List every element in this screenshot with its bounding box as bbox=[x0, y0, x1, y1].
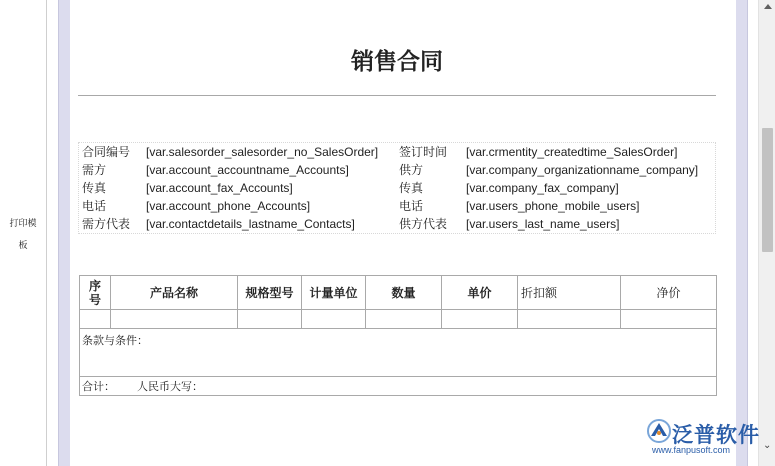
info-label: 合同编号 bbox=[82, 145, 131, 159]
header-product-name: 产品名称 bbox=[111, 276, 238, 310]
print-template-tab[interactable] bbox=[4, 212, 42, 256]
document-title: 销售合同 bbox=[351, 48, 443, 75]
info-value: [var.contactdetails_lastname_Contacts] bbox=[146, 217, 355, 231]
scroll-down-icon[interactable]: ⌄ bbox=[763, 440, 772, 451]
header-quantity: 数量 bbox=[366, 276, 442, 310]
print-template-label-line1: 打印模 bbox=[9, 218, 37, 228]
info-label: 电话 bbox=[399, 199, 424, 213]
brand-watermark bbox=[646, 418, 758, 458]
total-row bbox=[80, 377, 717, 396]
header-unit-price: 单价 bbox=[442, 276, 518, 310]
info-value: [var.users_phone_mobile_users] bbox=[466, 199, 640, 213]
info-row bbox=[79, 197, 715, 215]
header-seq: 序号 bbox=[80, 276, 111, 310]
info-value: [var.account_fax_Accounts] bbox=[146, 181, 293, 195]
info-row bbox=[79, 179, 715, 197]
terms-row bbox=[80, 329, 717, 377]
header-discount: 折扣额 bbox=[518, 276, 621, 310]
total-cell bbox=[80, 377, 717, 396]
total-label: 合计： bbox=[82, 381, 115, 393]
watermark-site: www.fanpusoft.com bbox=[652, 445, 731, 455]
scrollbar-thumb[interactable] bbox=[762, 128, 773, 252]
info-label: 需方 bbox=[82, 163, 107, 177]
watermark-brand: 泛普软件 bbox=[672, 423, 760, 447]
info-label: 签订时间 bbox=[399, 145, 448, 159]
header-spec: 规格型号 bbox=[238, 276, 302, 310]
side-panel bbox=[0, 0, 47, 466]
table-cell bbox=[442, 310, 518, 329]
document-frame-left bbox=[58, 0, 70, 466]
info-label: 供方代表 bbox=[399, 217, 448, 231]
info-label: 传真 bbox=[82, 181, 107, 195]
info-label: 传真 bbox=[399, 181, 424, 195]
info-row bbox=[79, 215, 715, 233]
table-cell bbox=[518, 310, 621, 329]
info-value: [var.account_accountname_Accounts] bbox=[146, 163, 349, 177]
title-divider bbox=[78, 95, 716, 96]
table-cell bbox=[621, 310, 717, 329]
terms-label: 条款与条件： bbox=[80, 329, 717, 377]
vertical-scrollbar[interactable] bbox=[758, 0, 775, 466]
product-table bbox=[79, 275, 717, 396]
info-label: 需方代表 bbox=[82, 217, 131, 231]
table-cell bbox=[302, 310, 366, 329]
table-cell bbox=[366, 310, 442, 329]
table-row bbox=[80, 310, 717, 329]
document-frame-right bbox=[736, 0, 748, 466]
contract-info-block bbox=[78, 142, 716, 234]
print-template-label-line2: 板 bbox=[18, 240, 28, 250]
info-value: [var.crmentity_createdtime_SalesOrder] bbox=[466, 145, 678, 159]
info-value: [var.company_fax_company] bbox=[466, 181, 619, 195]
table-cell bbox=[80, 310, 111, 329]
info-label: 供方 bbox=[399, 163, 424, 177]
header-unit: 计量单位 bbox=[302, 276, 366, 310]
scroll-up-icon[interactable] bbox=[764, 4, 772, 9]
info-value: [var.salesorder_salesorder_no_SalesOrder] bbox=[146, 145, 379, 159]
table-cell bbox=[238, 310, 302, 329]
header-net-price: 净价 bbox=[621, 276, 717, 310]
info-row bbox=[79, 143, 715, 161]
info-label: 电话 bbox=[82, 199, 107, 213]
table-cell bbox=[111, 310, 238, 329]
fanpu-logo-icon bbox=[646, 418, 672, 444]
info-value: [var.account_phone_Accounts] bbox=[146, 199, 311, 213]
info-value: [var.company_organizationname_company] bbox=[466, 163, 699, 177]
table-header-row bbox=[80, 276, 717, 310]
info-value: [var.users_last_name_users] bbox=[466, 217, 620, 231]
info-row bbox=[79, 161, 715, 179]
amount-in-words-label: 人民币大写： bbox=[137, 381, 203, 393]
panel-gap bbox=[48, 0, 58, 466]
